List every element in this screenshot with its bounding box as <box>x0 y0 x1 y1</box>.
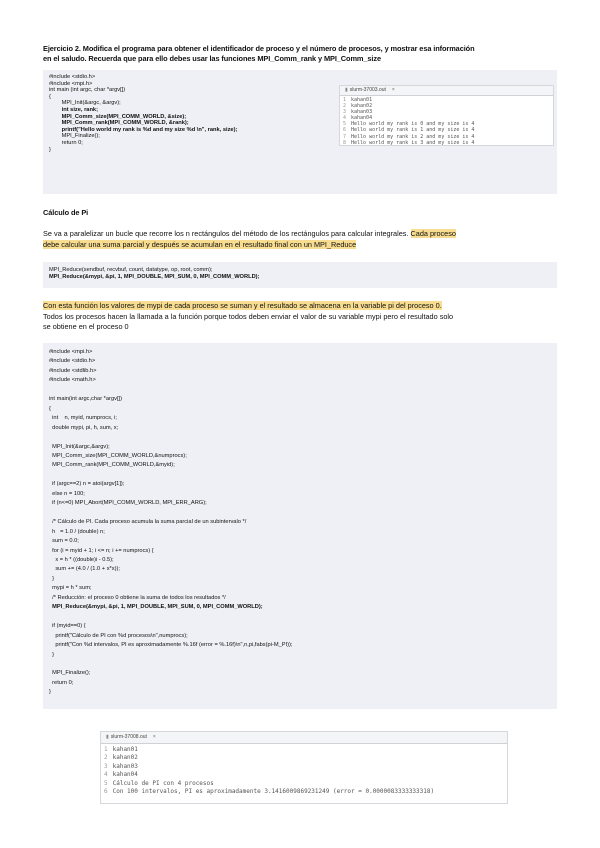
code-line: /* Reducción: el proceso 0 obtiene la suma de todos los resultados */ <box>49 594 226 601</box>
terminal-line <box>104 771 507 779</box>
line-number: 8 <box>343 139 347 146</box>
code-line: MPI_Init(&argc,&argv); <box>49 443 110 450</box>
code-line: return 0; <box>49 139 83 146</box>
code-line: int n, myid, numprocs, i; <box>49 415 117 422</box>
code-line: MPI_Reduce(&mypi, &pi, 1, MPI_DOUBLE, MPI_SUM, 0, MPI_COMM_WORLD); <box>49 604 263 611</box>
code-line: #include <mpi.h> <box>49 349 93 355</box>
reduce-explanation-line3: se obtiene en el proceso 0 <box>43 322 129 331</box>
line-number: 5 <box>104 779 108 787</box>
code-line: } <box>49 651 55 658</box>
code-line: return 0; <box>49 679 74 686</box>
code-line: #include <math.h> <box>49 377 96 384</box>
code-line: MPI_Comm_size(MPI_COMM_WORLD,&numprocs); <box>49 452 187 459</box>
terminal-line-text: Hello world my rank is 3 and my size is 4 <box>348 139 475 146</box>
code-line: /* Cálculo de PI. Cada proceso acumula la suma parcial de un subintervalo */ <box>49 519 247 526</box>
code-line: MPI_Finalize(); <box>49 670 91 677</box>
terminal-line-text: kahan02 <box>109 754 138 762</box>
code-line <box>49 660 293 669</box>
code-line: } <box>49 575 55 582</box>
code-line: h = 1.0 / (double) n; <box>49 528 105 535</box>
code-line: { <box>49 405 51 412</box>
terminal-line <box>104 754 507 762</box>
terminal-line-text: kahan04 <box>348 115 373 122</box>
code-line: x = h * ((double)i - 0.5); <box>49 556 114 563</box>
file-icon: ▮ <box>345 87 348 93</box>
code-line <box>49 386 293 395</box>
reduce-code-lines <box>49 267 259 280</box>
code-line: int size, rank; <box>49 106 98 113</box>
reduce-explanation-paragraph <box>43 301 563 333</box>
terminal-line <box>104 763 507 771</box>
terminal-line-text: kahan01 <box>348 97 373 103</box>
terminal-line-text: kahan04 <box>109 771 138 779</box>
exercise-terminal <box>339 85 554 146</box>
code-line: #include <stdio.h> <box>49 74 96 80</box>
terminal-line-text: Hello world my rank is 2 and my size is 4 <box>348 133 475 140</box>
code-line: if (argc==2) n = atoi(argv[1]); <box>49 481 125 488</box>
close-icon[interactable]: × <box>391 87 395 93</box>
terminal-line-text: kahan03 <box>109 762 138 770</box>
exercise-heading <box>43 44 563 64</box>
code-line: printf("Hello world my rank is %d and my size %d \n", rank, size); <box>49 126 238 133</box>
line-number: 7 <box>343 133 347 140</box>
code-line <box>49 613 293 622</box>
terminal-line <box>104 788 507 796</box>
terminal-line <box>104 746 507 754</box>
code-line: if (n<=0) MPI_Abort(MPI_COMM_WORLD, MPI_ERR_ARG); <box>49 500 207 507</box>
reduce-code-block <box>43 262 557 288</box>
pi-heading: Cálculo de Pi <box>43 208 89 217</box>
pi-code-block <box>43 343 557 709</box>
terminal-line-text: kahan01 <box>109 746 138 753</box>
exercise-heading-line1: Ejercicio 2. Modifica el programa para obtener el identificador de proceso y el número de procesos, y mostrar esa información <box>43 44 475 53</box>
terminal-line <box>104 780 507 788</box>
code-line: { <box>49 93 51 100</box>
code-line: MPI_Reduce(sendbuf, recvbuf, count, datatype, op, root, comm); <box>49 267 213 273</box>
reduce-explanation-highlight: Con esta función los valores de mypi de cada proceso se suman y el resultado se almacena en la variable pi del proceso 0. <box>43 301 442 310</box>
pi-terminal-tab[interactable]: ▮ slurm-37008.out × <box>101 732 507 744</box>
terminal-line-text: kahan03 <box>348 109 373 116</box>
line-number: 4 <box>104 771 108 779</box>
code-line: MPI_Reduce(&mypi, &pi, 1, MPI_DOUBLE, MPI_SUM, 0, MPI_COMM_WORLD); <box>49 273 260 280</box>
code-line: #include <stdlib.h> <box>49 367 97 374</box>
line-number: 6 <box>104 788 108 796</box>
line-number: 1 <box>343 97 347 103</box>
terminal-line-text: Hello world my rank is 1 and my size is 4 <box>348 127 475 134</box>
code-line: } <box>49 689 51 696</box>
code-line <box>49 509 293 518</box>
code-line: sum += (4.0 / (1.0 + x*x)); <box>49 566 120 573</box>
pi-intro-text: Se va a paralelizar un bucle que recorre los n rectángulos del método de los rectángulos para calcular integrales. <box>43 229 409 238</box>
exercise-code-block <box>43 70 557 194</box>
code-line: MPI_Comm_rank(MPI_COMM_WORLD, &rank); <box>49 120 189 127</box>
code-line <box>49 471 293 480</box>
line-number: 3 <box>104 762 108 770</box>
code-line: #include <stdio.h> <box>49 358 96 365</box>
code-line: else n = 100; <box>49 490 85 497</box>
line-number: 6 <box>343 127 347 134</box>
exercise-terminal-output <box>340 96 553 146</box>
code-line: int main(int argc,char *argv[]) <box>49 396 123 403</box>
reduce-explanation-line2: Todos los procesos hacen la llamada a la función porque todos deben enviar el valor de su variable mypi pero el resultado solo <box>43 311 454 321</box>
code-line: MPI_Finalize(); <box>49 133 100 140</box>
code-line: printf("Con %d intervalos, PI es aproximadamente %.16f (error = %.16f)\n",n,pi,fabs(pi-M_PI)); <box>49 642 293 649</box>
pi-terminal-output <box>101 744 507 796</box>
code-line: printf("Cálculo de PI con %d procesos\n",numprocs); <box>49 632 188 639</box>
terminal-line <box>343 140 553 146</box>
code-line: if (myid==0) { <box>49 623 86 630</box>
code-line: MPI_Comm_rank(MPI_COMM_WORLD,&myid); <box>49 462 175 469</box>
terminal-line-text: Con 100 intervalos, PI es aproximadamente 3.1416009869231249 (error = 0.0000083333333318) <box>109 788 435 796</box>
pi-terminal <box>100 731 508 804</box>
line-number: 1 <box>104 746 108 753</box>
code-line: int main (int argc, char *argv[]) <box>49 87 126 94</box>
line-number: 3 <box>343 109 347 116</box>
code-line: for (i = myid + 1; i <= n; i += numprocs) { <box>49 547 154 554</box>
pi-intro-highlight-1: Cada proceso <box>410 229 456 238</box>
code-line: #include <mpi.h> <box>49 80 93 87</box>
terminal-line-text: Cálculo de PI con 4 procesos <box>109 779 214 787</box>
terminal-line-text: Hello world my rank is 0 and my size is 4 <box>348 121 475 128</box>
code-line: sum = 0.0; <box>49 538 79 545</box>
code-line <box>49 433 293 442</box>
code-line: double mypi, pi, h, sum, x; <box>49 424 119 431</box>
pi-intro-paragraph <box>43 229 563 250</box>
pi-code-lines <box>49 348 293 698</box>
pi-intro-highlight-2: debe calcular una suma parcial y después se acumulan en el resultado final con un MPI_Reduce <box>43 239 357 249</box>
exercise-terminal-tab[interactable]: ▮ slurm-37003.out × <box>340 86 553 96</box>
code-line: MPI_Comm_size(MPI_COMM_WORLD, &size); <box>49 113 187 120</box>
line-number: 2 <box>104 754 108 762</box>
line-number: 4 <box>343 115 347 122</box>
exercise-heading-line2: en el saludo. Recuerda que para ello debes usar las funciones MPI_Comm_rank y MPI_Comm_size <box>43 54 381 63</box>
code-line: mypi = h * sum; <box>49 585 92 592</box>
terminal-line-text: kahan02 <box>348 103 373 110</box>
line-number: 5 <box>343 121 347 128</box>
code-line: MPI_Init(&argc, &argv); <box>49 100 121 107</box>
file-icon: ▮ <box>106 734 109 740</box>
line-number: 2 <box>343 103 347 110</box>
close-icon[interactable]: × <box>152 734 156 740</box>
exercise-code-lines <box>49 74 237 153</box>
code-line: } <box>49 146 51 153</box>
